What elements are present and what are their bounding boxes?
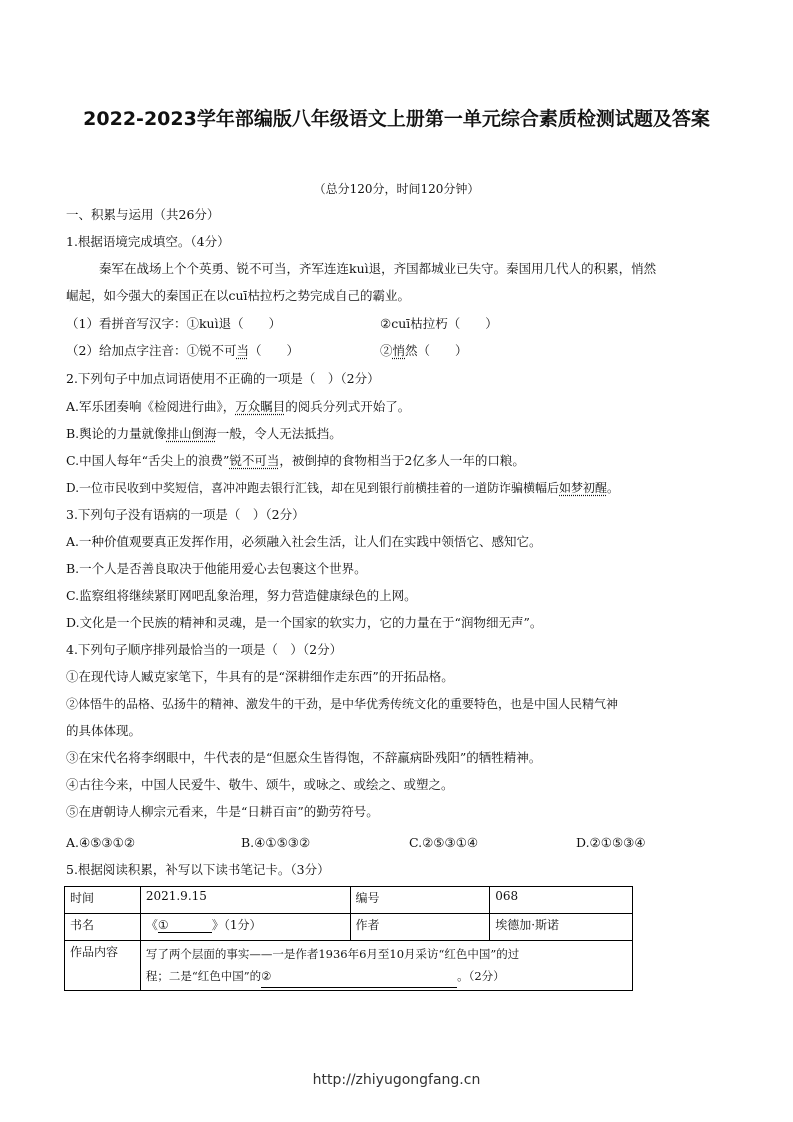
q3-option-d: D.文化是一个民族的精神和灵魂，是一个国家的软实力，它的力量在于“润物细无声”。 bbox=[66, 615, 543, 630]
q4-stem: 4.下列句子顺序排列最恰当的一项是（ ）（2分） bbox=[66, 642, 343, 657]
cell-time-value: 2021.9.15 bbox=[140, 887, 350, 914]
q3-option-c: C.监察组将继续紧盯网吧乱象治理，努力营造健康绿色的上网。 bbox=[66, 588, 417, 603]
cell-book-value: 《① 》（1分） bbox=[140, 914, 350, 941]
page-title: 2022-2023学年部编版八年级语文上册第一单元综合素质检测试题及答案 bbox=[83, 108, 710, 130]
q2-stem: 2.下列句子中加点词语使用不正确的一项是（ ）（2分） bbox=[66, 371, 380, 386]
cell-author-value: 埃德加·斯诺 bbox=[490, 914, 633, 941]
cell-number-value: 068 bbox=[490, 887, 633, 914]
exam-info: （总分120分，时间120分钟） bbox=[313, 182, 480, 196]
q1-passage-line1: 秦军在战场上个个英勇、锐不可当，齐军连连kuì退，齐国都城业已失守。秦国用几代人的积累，悄然 bbox=[99, 261, 657, 276]
q4-option-d: D.②①⑤③④ bbox=[576, 835, 646, 850]
q4-sentence-2-line1: ②体悟牛的品格、弘扬牛的精神、激发牛的干劲，是中华优秀传统文化的重要特色，也是中国人民精气神 bbox=[66, 697, 619, 711]
cell-content-label: 作品内容 bbox=[65, 941, 141, 991]
q1-sub1-b: ②cuī枯拉朽（ ） bbox=[380, 316, 498, 331]
cell-number-label: 编号 bbox=[350, 887, 490, 914]
q2-option-d: D.一位市民收到中奖短信，喜冲冲跑去银行汇钱，却在见到银行前横挂着的一道防诈骗横幅后如梦初醒。 bbox=[66, 481, 620, 495]
q1-passage-line2: 崛起，如今强大的秦国正在以cuī枯拉朽之势完成自己的霸业。 bbox=[66, 288, 411, 303]
cell-book-label: 书名 bbox=[65, 914, 141, 941]
q3-option-a: A.一种价值观要真正发挥作用，必须融入社会生活，让人们在实践中领悟它、感知它。 bbox=[66, 534, 542, 549]
q1-sub1-a: （1）看拼音写汉字：①kuì退（ ） bbox=[66, 316, 282, 331]
q4-sentence-2-line2: 的具体体现。 bbox=[66, 723, 142, 738]
footer-url[interactable]: http://zhiyugongfang.cn bbox=[312, 1072, 481, 1088]
q4-sentence-3: ③在宋代名将李纲眼中，牛代表的是“但愿众生皆得饱，不辞羸病卧残阳”的牺牲精神。 bbox=[66, 750, 542, 765]
q1-stem: 1.根据语境完成填空。（4分） bbox=[66, 234, 230, 249]
reading-note-card bbox=[64, 886, 633, 991]
table-row bbox=[65, 887, 633, 914]
q2-option-b: B.舆论的力量就像排山倒海一般，令人无法抵挡。 bbox=[66, 426, 342, 441]
q2-option-c: C.中国人每年“舌尖上的浪费”锐不可当，被倒掉的食物相当于2亿多人一年的口粮。 bbox=[66, 453, 525, 468]
book-blank: ① bbox=[158, 918, 212, 933]
q5-stem: 5.根据阅读积累，补写以下读书笔记卡。（3分） bbox=[66, 862, 330, 877]
q4-option-a: A.④⑤③①② bbox=[66, 835, 136, 850]
cell-content-value: 写了两个层面的事实——一是作者1936年6月至10月采访“红色中国”的过 程；二是“红色中国”的② 。（2分） bbox=[140, 941, 632, 991]
q3-stem: 3.下列句子没有语病的一项是（ ）（2分） bbox=[66, 507, 305, 522]
q1-sub2-b: ②悄然（ ） bbox=[380, 343, 468, 358]
q4-option-b: B.④①⑤③② bbox=[241, 835, 311, 850]
table-row bbox=[65, 914, 633, 941]
q4-option-c: C.②⑤③①④ bbox=[409, 835, 479, 850]
q2-option-a: A.军乐团奏响《检阅进行曲》，万众瞩目的阅兵分列式开始了。 bbox=[66, 399, 411, 414]
q4-sentence-1: ①在现代诗人臧克家笔下，牛具有的是“深耕细作走东西”的开拓品格。 bbox=[66, 669, 454, 684]
q3-option-b: B.一个人是否善良取决于他能用爱心去包裹这个世界。 bbox=[66, 561, 367, 576]
q1-sub2-a: （2）给加点字注音：①锐不可当（ ） bbox=[66, 343, 299, 358]
table-row bbox=[65, 941, 633, 991]
q4-sentence-5: ⑤在唐朝诗人柳宗元看来，牛是“日耕百亩”的勤劳符号。 bbox=[66, 804, 379, 819]
cell-author-label: 作者 bbox=[350, 914, 490, 941]
content-blank: ② bbox=[261, 965, 457, 988]
cell-time-label: 时间 bbox=[65, 887, 141, 914]
q4-sentence-4: ④古往今来，中国人民爱牛、敬牛、颂牛，或咏之、或绘之、或塑之。 bbox=[66, 777, 454, 792]
section-heading: 一、积累与运用（共26分） bbox=[66, 207, 220, 222]
